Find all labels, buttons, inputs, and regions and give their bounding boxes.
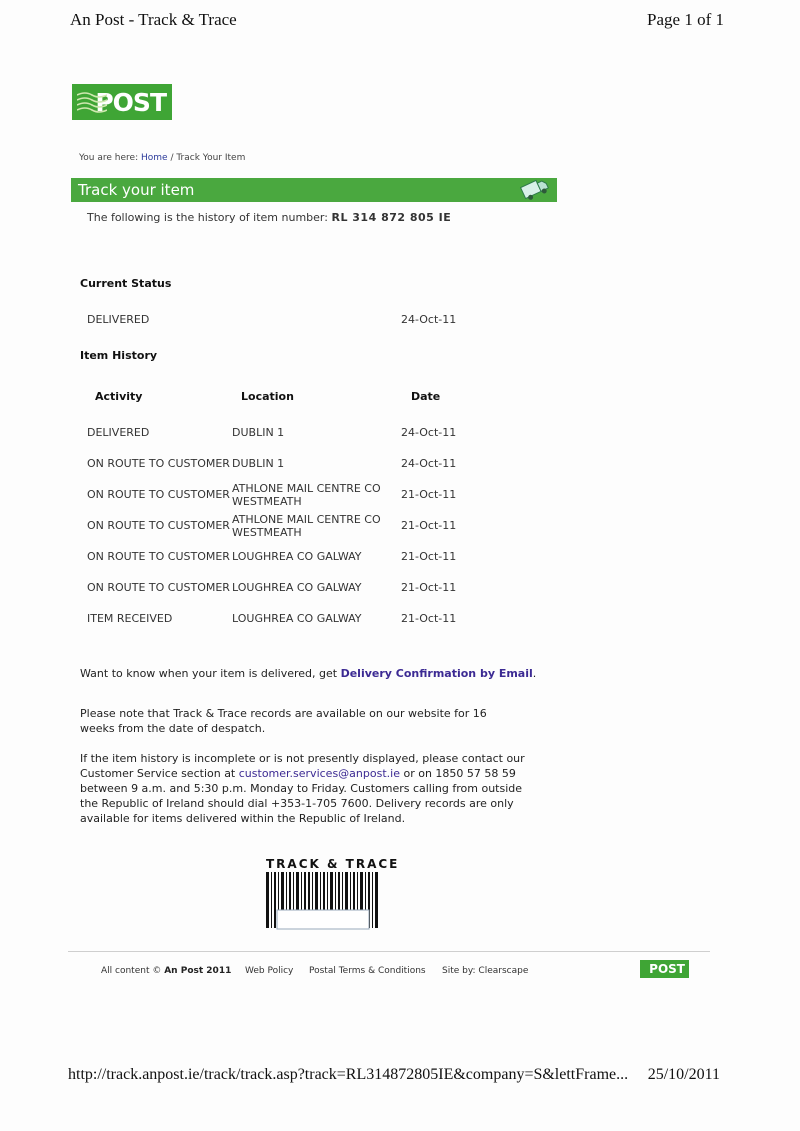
- row-activity: ITEM RECEIVED: [87, 612, 173, 625]
- customer-service-email-link[interactable]: customer.services@anpost.ie: [238, 767, 400, 780]
- current-status-heading: Current Status: [80, 277, 172, 290]
- row-activity: ON ROUTE TO CUSTOMER: [87, 488, 230, 501]
- breadcrumb-current: Track Your Item: [176, 153, 246, 163]
- site-by-link[interactable]: Site by: Clearscape: [442, 966, 529, 976]
- footer-divider: [68, 951, 710, 952]
- print-date: 25/10/2011: [647, 1066, 720, 1083]
- row-activity: DELIVERED: [87, 426, 150, 439]
- column-header-location: Location: [241, 390, 294, 403]
- current-status-date: 24-Oct-11: [401, 313, 457, 326]
- contact-note-details: or on 1850 57 58 59 between 9 a.m. and 5:30 p.m. Monday to Friday. Customers calling from outside the Republic of Ireland should dial +353-1-705 7600. Delivery records are only available for items delivered within the Republic of Ireland.: [80, 767, 523, 825]
- row-date: 21-Oct-11: [401, 550, 457, 563]
- banner-title: Track your item: [78, 181, 195, 199]
- footer-logo[interactable]: POST: [640, 960, 689, 978]
- row-location: ATHLONE MAIL CENTRE CO WESTMEATH: [232, 482, 381, 508]
- footer-copyright: [101, 966, 231, 976]
- row-activity: ON ROUTE TO CUSTOMER: [87, 550, 230, 563]
- contact-note: [80, 751, 535, 826]
- row-date: 24-Oct-11: [401, 426, 457, 439]
- an-post-logo[interactable]: [72, 84, 172, 120]
- logo-text: POST: [95, 87, 166, 117]
- records-note: Please note that Track & Trace records are available on our website for 16 weeks from the date of despatch.: [80, 707, 487, 735]
- breadcrumb-prefix: You are here:: [79, 153, 139, 163]
- print-page-number: Page 1 of 1: [647, 10, 724, 29]
- row-location: ATHLONE MAIL CENTRE CO WESTMEATH: [232, 513, 381, 539]
- contact-note-text: If the item history is incomplete or is not presently displayed, please contact our Customer Service section at: [80, 752, 525, 780]
- track-trace-title: TRACK & TRACE: [266, 857, 400, 871]
- delivery-note-text: Want to know when your item is delivered, get: [80, 667, 338, 680]
- delivery-note-suffix: .: [532, 667, 537, 680]
- row-location: DUBLIN 1: [232, 457, 285, 470]
- row-location: DUBLIN 1: [232, 426, 285, 439]
- breadcrumb-separator: /: [170, 153, 174, 163]
- row-date: 24-Oct-11: [401, 457, 457, 470]
- postal-terms-link[interactable]: Postal Terms & Conditions: [309, 966, 426, 976]
- print-page-title: An Post - Track & Trace: [70, 10, 237, 29]
- delivery-confirmation-link[interactable]: Delivery Confirmation by Email: [340, 667, 533, 680]
- intro-text: [87, 211, 451, 224]
- row-location: LOUGHREA CO GALWAY: [232, 581, 362, 594]
- row-activity: ON ROUTE TO CUSTOMER: [87, 457, 230, 470]
- delivery-confirmation-note: [80, 666, 540, 681]
- breadcrumb-home-link[interactable]: Home: [140, 153, 168, 163]
- footer-copyright-owner: An Post 2011: [164, 966, 232, 976]
- track-item-banner: [71, 178, 557, 202]
- row-location: LOUGHREA CO GALWAY: [232, 612, 362, 625]
- column-header-activity: Activity: [95, 390, 143, 403]
- breadcrumb: [79, 153, 245, 163]
- column-header-date: Date: [411, 390, 441, 403]
- row-date: 21-Oct-11: [401, 581, 457, 594]
- print-page-url: http://track.anpost.ie/track/track.asp?track=RL314872805IE&company=S&lettFrame...: [68, 1066, 629, 1083]
- row-location: LOUGHREA CO GALWAY: [232, 550, 362, 563]
- logo-waves-icon: [77, 91, 107, 113]
- barcode-icon: [266, 872, 378, 930]
- footer-copyright-prefix: All content ©: [101, 966, 162, 976]
- row-date: 21-Oct-11: [401, 488, 457, 501]
- item-number: RL 314 872 805 IE: [331, 211, 452, 224]
- intro-label: The following is the history of item number:: [87, 211, 328, 224]
- web-policy-link[interactable]: Web Policy: [245, 966, 294, 976]
- item-history-heading: Item History: [80, 349, 158, 362]
- row-date: 21-Oct-11: [401, 612, 457, 625]
- row-date: 21-Oct-11: [401, 519, 457, 532]
- current-status-value: DELIVERED: [87, 313, 150, 326]
- row-activity: ON ROUTE TO CUSTOMER: [87, 519, 230, 532]
- delivery-van-icon: [519, 173, 549, 203]
- row-activity: ON ROUTE TO CUSTOMER: [87, 581, 230, 594]
